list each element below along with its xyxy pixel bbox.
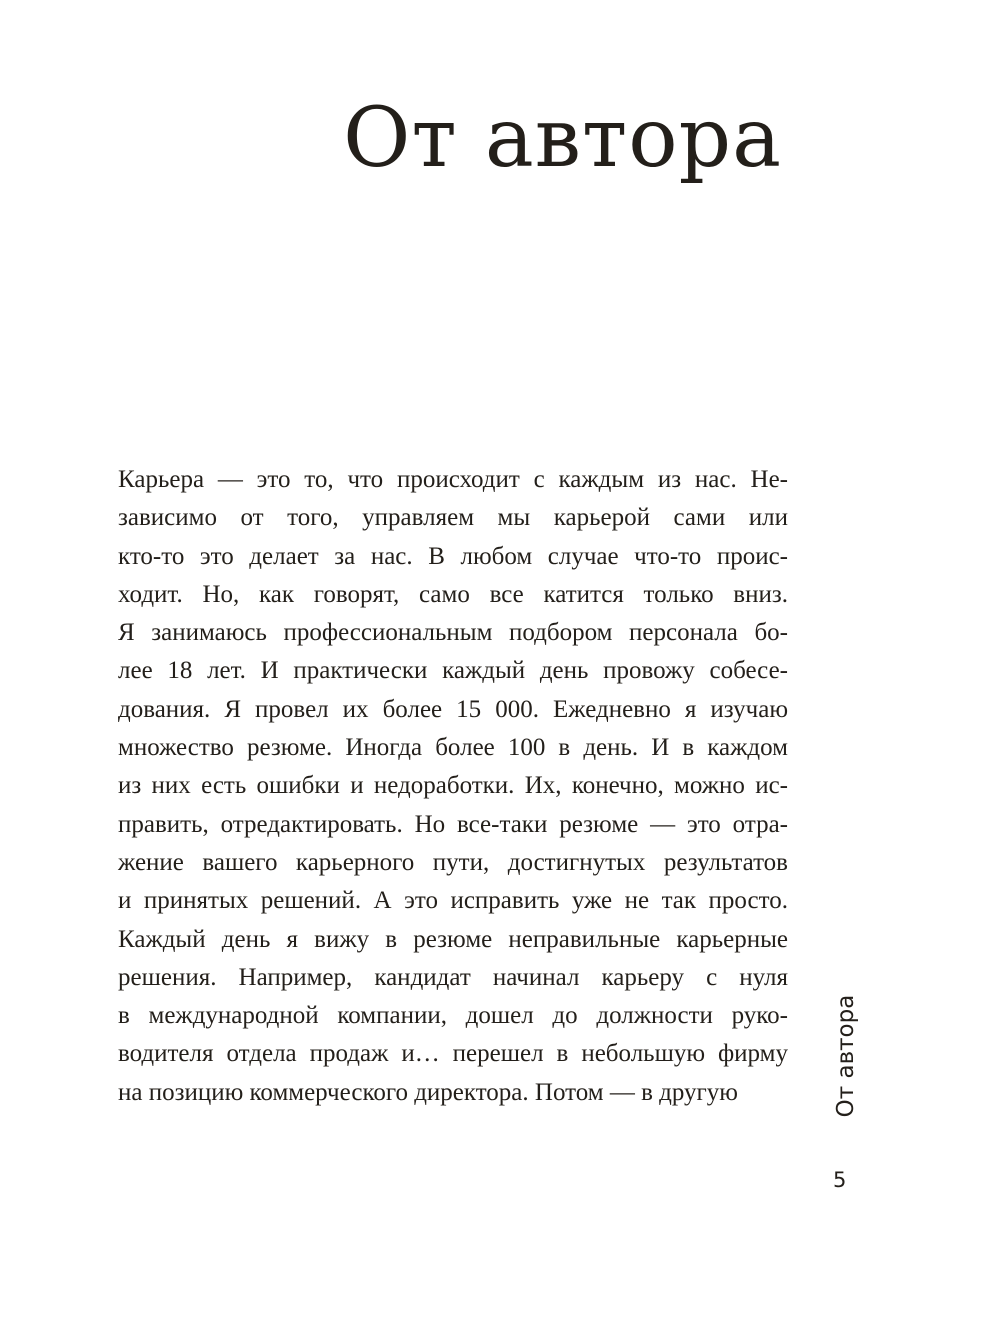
text-line: Карьера — это то, что происходит с каждым из нас. Не-	[118, 466, 788, 493]
text-line: в международной компании, дошел до должности руко-	[118, 1002, 788, 1030]
body-text	[118, 461, 788, 1112]
text-line: и принятых решений. А это исправить уже не так просто.	[118, 887, 788, 915]
text-line: кто-то это делает за нас. В любом случае что-то проис-	[118, 542, 788, 570]
text-line: ходит. Но, как говорят, само все катится только вниз.	[118, 580, 788, 608]
text-line: править, отредактировать. Но все-таки резюме — это отра-	[118, 810, 788, 838]
text-line: из них есть ошибки и недоработки. Их, конечно, можно ис-	[118, 772, 788, 800]
text-line: жение вашего карьерного пути, достигнутых результатов	[118, 848, 788, 876]
text-line: решения. Например, кандидат начинал карьеру с нуля	[118, 963, 788, 991]
text-line: водителя отдела продаж и… перешел в небольшую фирму	[118, 1040, 788, 1068]
text-line: Каждый день я вижу в резюме неправильные карьерные	[118, 925, 788, 953]
text-line: лее 18 лет. И практически каждый день провожу собесе-	[118, 657, 788, 685]
text-line: зависимо от того, управляем мы карьерой сами или	[118, 504, 788, 532]
text-line: дования. Я провел их более 15 000. Ежедневно я изучаю	[118, 695, 788, 723]
chapter-title: От автора	[343, 91, 782, 186]
text-line: Я занимаюсь профессиональным подбором персонала бо-	[118, 619, 788, 647]
running-head: От автора	[833, 994, 859, 1118]
page-number: 5	[833, 1168, 847, 1192]
text-line: на позицию коммерческого директора. Потом — в другую	[118, 1078, 738, 1106]
text-line: множество резюме. Иногда более 100 в день. И в каждом	[118, 734, 788, 762]
